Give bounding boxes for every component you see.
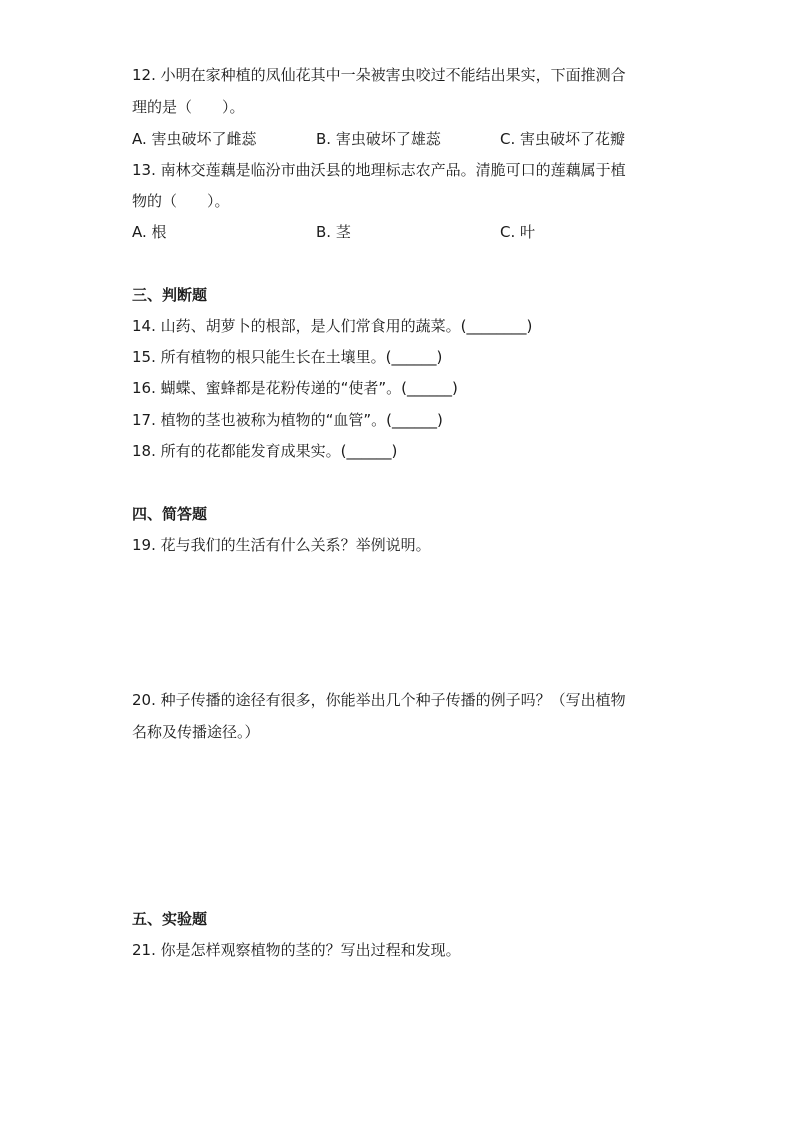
section-heading-experiment: 五、实验题 [132,910,208,928]
question-16: 16. 蝴蝶、蜜蜂都是花粉传递的“使者”。(______) [132,379,458,397]
question-19: 19. 花与我们的生活有什么关系？举例说明。 [132,536,431,554]
question-12-option-b: B. 害虫破坏了雄蕊 [316,130,441,148]
question-12-line1: 12. 小明在家种植的凤仙花其中一朵被害虫咬过不能结出果实，下面推测合 [132,66,626,84]
section-heading-judgment: 三、判断题 [132,286,208,304]
question-20-line2: 名称及传播途径。） [132,723,260,741]
question-12-option-a: A. 害虫破坏了雌蕊 [132,130,257,148]
question-13-line1: 13. 南林交莲藕是临汾市曲沃县的地理标志农产品。清脆可口的莲藕属于植 [132,161,626,179]
question-12-option-c: C. 害虫破坏了花瓣 [500,130,626,148]
question-17: 17. 植物的茎也被称为植物的“血管”。(______) [132,411,443,429]
question-12-line2: 理的是（ ）。 [132,98,245,116]
question-18: 18. 所有的花都能发育成果实。(______) [132,442,398,460]
question-13-option-c: C. 叶 [500,223,536,241]
question-14: 14. 山药、胡萝卜的根部，是人们常食用的蔬菜。(________) [132,317,533,335]
question-13-option-b: B. 茎 [316,223,351,241]
question-20-line1: 20. 种子传播的途径有很多，你能举出几个种子传播的例子吗？（写出植物 [132,691,626,709]
question-15: 15. 所有植物的根只能生长在土壤里。(______) [132,348,443,366]
question-13-option-a: A. 根 [132,223,167,241]
question-13-line2: 物的（ ）。 [132,192,230,210]
question-21: 21. 你是怎样观察植物的茎的？写出过程和发现。 [132,941,461,959]
section-heading-short-answer: 四、简答题 [132,505,208,523]
